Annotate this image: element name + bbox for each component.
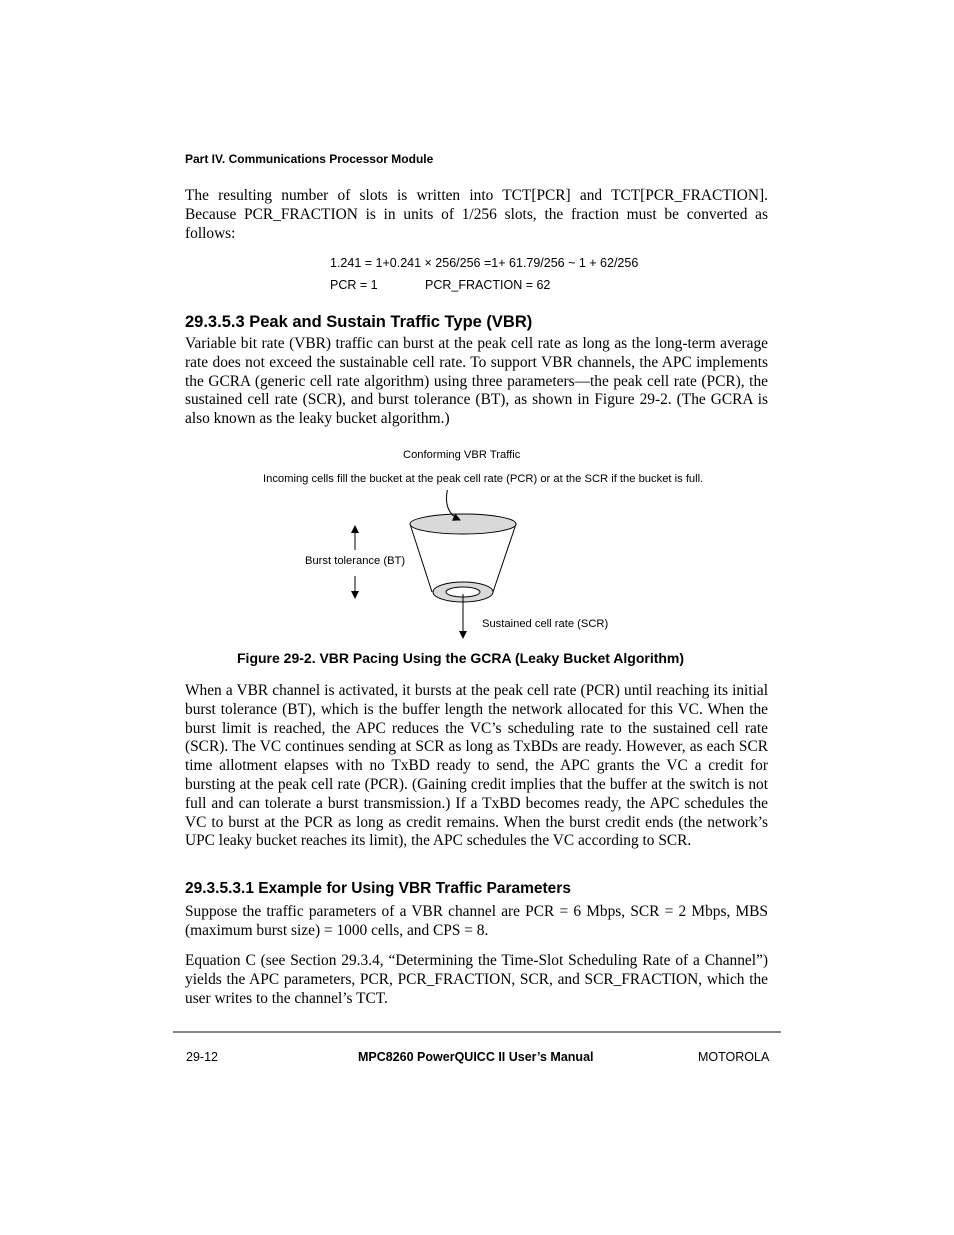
intro-paragraph: The resulting number of slots is written into TCT[PCR] and TCT[PCR_FRACTION]. Because PCR_FRACTION is in units of 1/256 slots, the fraction must be converted as follows:	[185, 187, 768, 242]
equation-pcr-fraction: PCR_FRACTION = 62	[425, 278, 551, 292]
manual-title: MPC8260 PowerQUICC II User’s Manual	[358, 1050, 594, 1064]
footer-divider	[173, 1031, 781, 1033]
subsection-heading: 29.3.5.3.1 Example for Using VBR Traffic Parameters	[185, 880, 571, 897]
bucket-right-side	[493, 524, 516, 592]
activation-paragraph: When a VBR channel is activated, it bursts at the peak cell rate (PCR) until reaching its initial burst tolerance (BT), which is the buffer length the network allocated for this VC. When the burst limit is reached, the APC reduces the VC’s scheduling rate to the sustained cell rate (SCR). The VC continues sending at SCR as long as TxBDs are ready. However, as each SCR time allotment elapses with no TxBD ready to send, the APC grants the VC a credit for bursting at the peak cell rate (PCR). (Gaining credit implies that the buffer at the switch is not full and can tolerate a burst transmission.) If a TxBD becomes ready, the APC schedules the VC to burst at the PCR as long as credit remains. When the burst credit ends (the network’s UPC leaky bucket reaches its limit), the APC schedules the VC according to SCR.	[185, 682, 768, 850]
figure-title: Conforming VBR Traffic	[403, 449, 521, 461]
equation-paragraph: Equation C (see Section 29.3.4, “Determining the Time-Slot Scheduling Rate of a Channel”) yields the APC parameters, PCR, PCR_FRACTION, SCR, and SCR_FRACTION, which the user writes to the channel’s TCT.	[185, 952, 768, 1007]
bucket-left-side	[410, 524, 432, 592]
section-heading: 29.3.5.3 Peak and Sustain Traffic Type (VBR)	[185, 313, 533, 331]
burst-tolerance-label: Burst tolerance (BT)	[305, 555, 406, 567]
figure-caption: Figure 29-2. VBR Pacing Using the GCRA (Leaky Bucket Algorithm)	[237, 650, 685, 666]
example-paragraph: Suppose the traffic parameters of a VBR channel are PCR = 6 Mbps, SCR = 2 Mbps, MBS (maximum burst size) = 1000 cells, and CPS = 8.	[185, 903, 768, 939]
figure-incoming-label: Incoming cells fill the bucket at the peak cell rate (PCR) or at the SCR if the bucket is full.	[263, 473, 704, 485]
equation-pcr: PCR = 1	[330, 278, 378, 292]
page-number: 29-12	[186, 1050, 218, 1064]
sustained-rate-label: Sustained cell rate (SCR)	[482, 618, 609, 630]
equation-line: 1.241 = 1+0.241 × 256/256 =1+ 61.79/256 ~ 1 + 62/256	[330, 256, 639, 270]
vbr-paragraph: Variable bit rate (VBR) traffic can burst at the peak cell rate as long as the long-term average rate does not exceed the sustainable cell rate. To support VBR channels, the APC implements the GCRA (generic cell rate algorithm) using three parameters—the peak cell rate (PCR), the sustained cell rate (SCR), and burst tolerance (BT), as shown in Figure 29-2. (The GCRA is also known as the leaky bucket algorithm.)	[185, 335, 768, 428]
company-name: MOTOROLA	[698, 1050, 770, 1064]
bucket-top	[410, 514, 516, 534]
running-header: Part IV. Communications Processor Module	[185, 152, 434, 166]
